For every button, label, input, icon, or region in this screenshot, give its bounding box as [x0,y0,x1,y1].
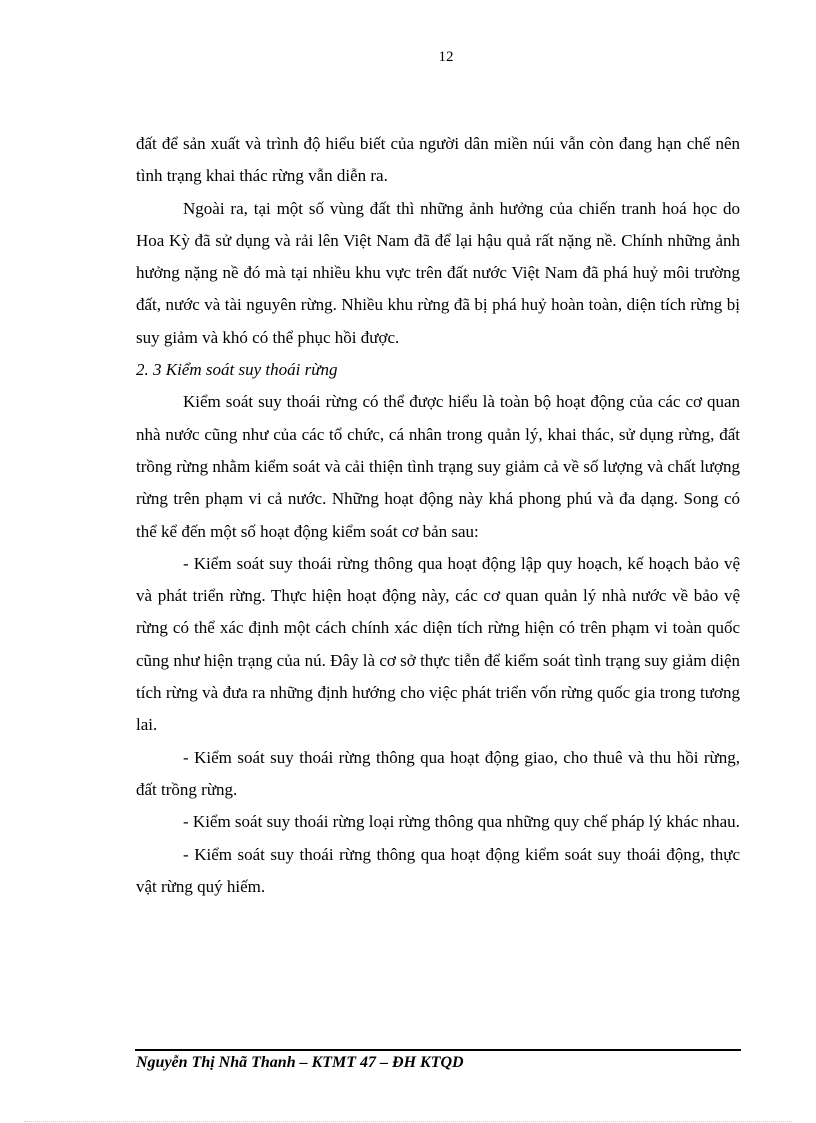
paragraph: Ngoài ra, tại một số vùng đất thì những ảnh hưởng của chiến tranh hoá học do Hoa Kỳ đã sử dụng và rải lên Việt Nam đã để lại hậu quả rất nặng nề. Chính những ảnh hưởng nặng nề đó mà tại nhiều khu vực trên đất nước Việt Nam đã phá huỷ môi trường đất, nước và tài nguyên rừng. Nhiều khu rừng đã bị phá huỷ hoàn toàn, diện tích rừng bị suy giảm và khó có thể phục hồi được. [136,198,740,347]
list-item: - Kiểm soát suy thoái rừng thông qua hoạt động giao, cho thuê và thu hồi rừng, đất trồng rừng. [136,747,740,799]
footer-divider [135,1049,741,1051]
section-heading: 2. 3 Kiểm soát suy thoái rừng [136,360,338,380]
list-item: - Kiểm soát suy thoái rừng thông qua hoạt động kiểm soát suy thoái động, thực vật rừng quý hiếm. [136,844,740,896]
paragraph-continuation: đất để sản xuất và trình độ hiểu biết của người dân miền núi vẫn còn đang hạn chế nên tình trạng khai thác rừng vẫn diễn ra. [136,134,740,186]
list-item: - Kiểm soát suy thoái rừng loại rừng thông qua những quy chế pháp lý khác nhau. [183,812,740,832]
list-item: - Kiểm soát suy thoái rừng thông qua hoạt động lập quy hoạch, kế hoạch bảo vệ và phát triển rừng. Thực hiện hoạt động này, các cơ quan quản lý nhà nước về bảo vệ rừng có thể xác định một cách chính xác diện tích rừng hiện có trên phạm vi toàn quốc cũng như hiện trạng của nú. Đây là cơ sở thực tiễn để kiểm soát tình trạng suy giảm diện tích rừng và đưa ra những định hướng cho việc phát triển vốn rừng quốc gia trong tương lai. [136,553,740,735]
body-text [136,128,740,903]
page-number: 12 [438,49,454,65]
page-bottom-edge [24,1121,792,1122]
paragraph: Kiểm soát suy thoái rừng có thể được hiểu là toàn bộ hoạt động của các cơ quan nhà nước cũng như của các tổ chức, cá nhân trong quản lý, khai thác, sử dụng rừng, đất trồng rừng nhằm kiểm soát và cải thiện tình trạng suy giảm cả về số lượng và chất lượng rừng trên phạm vi cả nước. Những hoạt động này khá phong phú và đa dạng. Song có thể kể đến một số hoạt động kiểm soát cơ bản sau: [136,392,740,541]
footer-author: Nguyễn Thị Nhã Thanh – KTMT 47 – ĐH KTQD [136,1054,464,1071]
